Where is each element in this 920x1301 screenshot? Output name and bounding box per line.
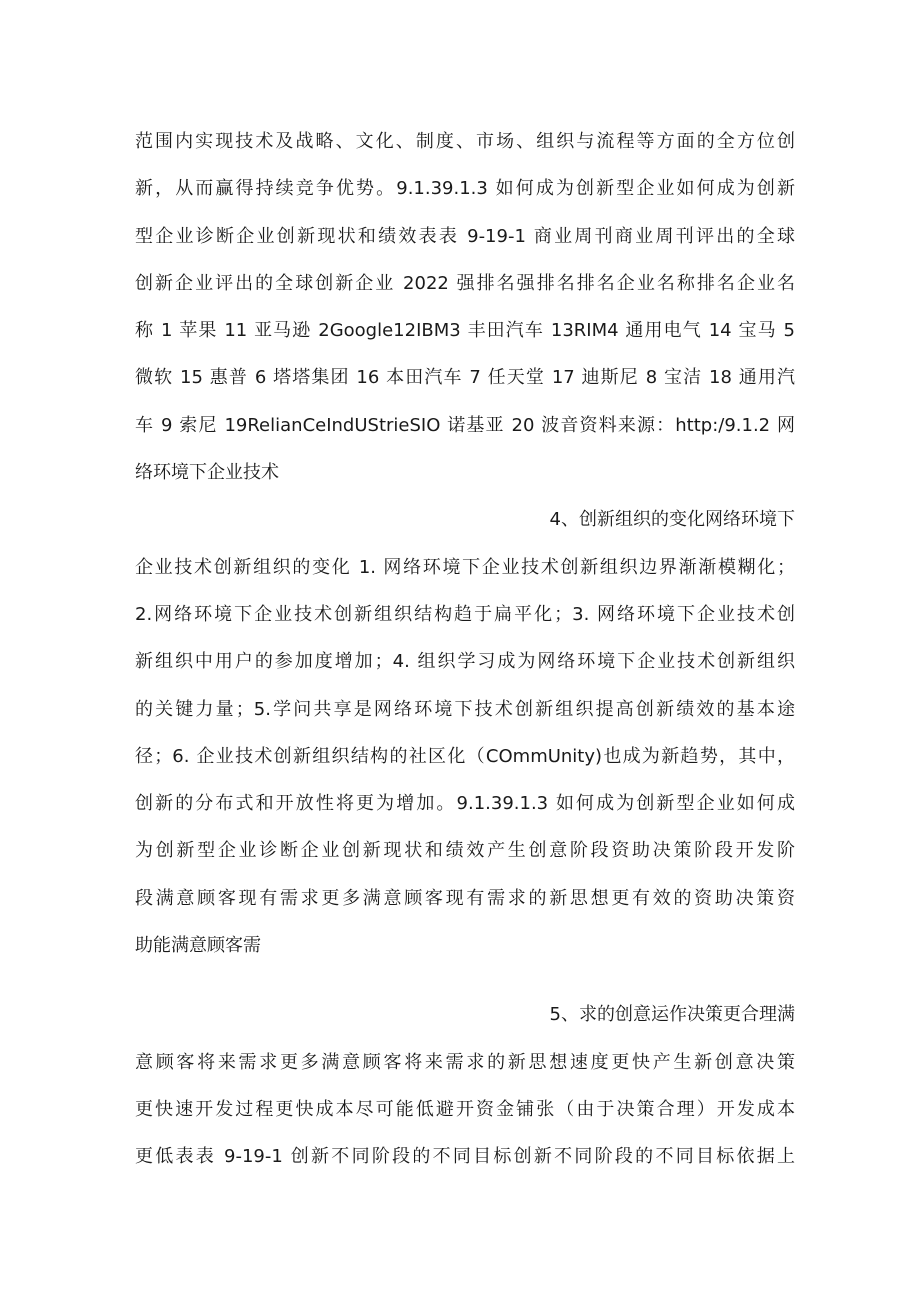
text-line: 新组织中用户的参加度增加；4. 组织学习成为网络环境下企业技术创新组织 xyxy=(135,651,795,673)
text-line: 范围内实现技术及战略、文化、制度、市场、组织与流程等方面的全方位创 xyxy=(135,131,795,152)
text-line: 络环境下企业技术 xyxy=(135,462,279,484)
text-line: 称 1 苹果 11 亚马逊 2Google12IBM3 丰田汽车 13RIM4 通用电气 14 宝马 5 xyxy=(135,320,795,342)
text-line: 企业技术创新组织的变化 1. 网络环境下企业技术创新组织边界渐渐模糊化； xyxy=(135,556,795,578)
text-line: 径；6. 企业技术创新组织结构的社区化（COmmUnity)也成为新趋势，其中， xyxy=(135,745,795,767)
paragraph-1 xyxy=(135,118,795,496)
section-heading-5: 5、求的创意运作决策更合理满 xyxy=(549,1004,795,1026)
text-line: 更低表表 9-19-1 创新不同阶段的不同目标创新不同阶段的不同目标依据上 xyxy=(135,1146,795,1168)
paragraph-3 xyxy=(135,1039,795,1181)
section-heading-4: 4、创新组织的变化网络环境下 xyxy=(549,509,795,531)
text-line: 助能满意顾客需 xyxy=(135,935,261,957)
text-line: 创新企业评出的全球创新企业 2022 强排名强排名排名企业名称排名企业名 xyxy=(135,272,795,294)
text-line: 型企业诊断企业创新现状和绩效表表 9-19-1 商业周刊商业周刊评出的全球 xyxy=(135,225,795,247)
text-line: 车 9 索尼 19RelianCeIndUStrieSIO 诺基亚 20 波音资料来源：http:/9.1.2 网 xyxy=(135,414,795,436)
text-line: 微软 15 惠普 6 塔塔集团 16 本田汽车 7 任天堂 17 迪斯尼 8 宝洁 18 通用汽 xyxy=(135,367,795,389)
text-line: 更快速开发过程更快成本尽可能低避开资金铺张（由于决策合理）开发成本 xyxy=(135,1098,795,1120)
text-line: 段满意顾客现有需求更多满意顾客现有需求的新思想更有效的资助决策资 xyxy=(135,887,795,909)
text-line: 2.网络环境下企业技术创新组织结构趋于扁平化；3. 网络环境下企业技术创 xyxy=(135,603,795,625)
document-page xyxy=(135,118,795,1181)
text-line: 新，从而赢得持续竞争优势。9.1.39.1.3 如何成为创新型企业如何成为创新 xyxy=(135,178,795,200)
text-line: 意顾客将来需求更多满意顾客将来需求的新思想速度更快产生新创意决策 xyxy=(135,1051,795,1073)
text-line: 的关键力量；5.学问共享是网络环境下技术创新组织提高创新绩效的基本途 xyxy=(135,698,795,720)
text-line: 为创新型企业诊断企业创新现状和绩效产生创意阶段资助决策阶段开发阶 xyxy=(135,840,795,862)
text-line: 创新的分布式和开放性将更为增加。9.1.39.1.3 如何成为创新型企业如何成 xyxy=(135,793,795,815)
paragraph-2 xyxy=(135,544,795,970)
paragraph-gap xyxy=(135,969,795,991)
